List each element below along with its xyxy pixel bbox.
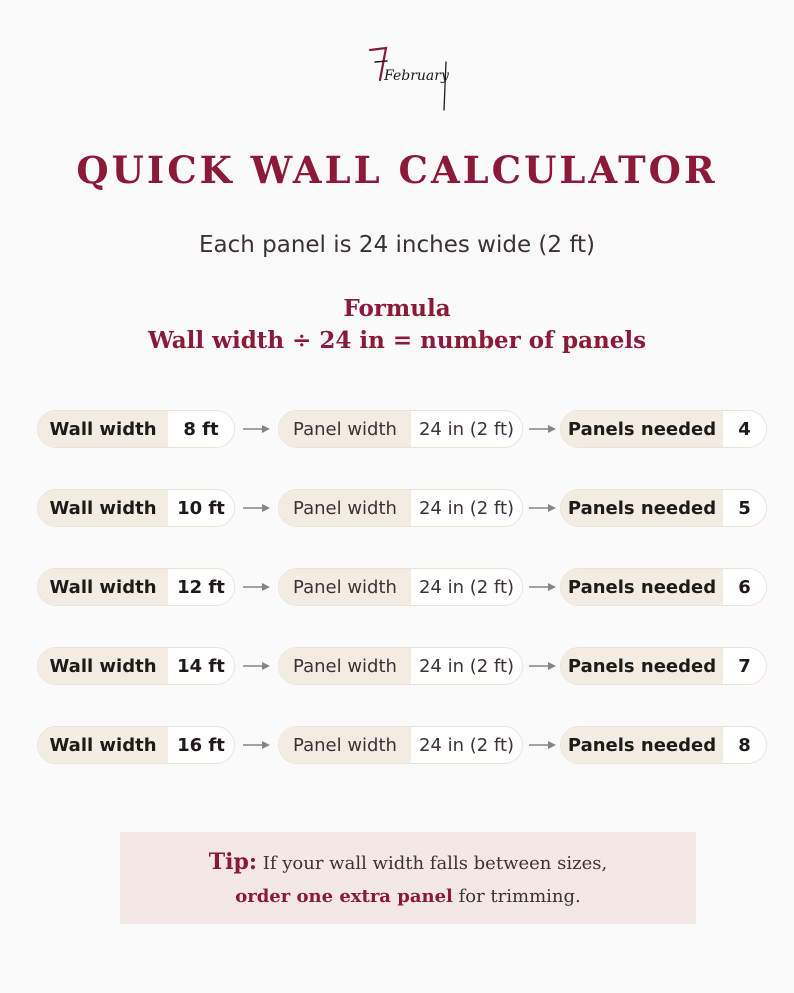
arrow-right-icon <box>528 580 558 594</box>
panels-needed-label: Panels needed <box>561 569 723 605</box>
wall-width-label: Wall width <box>38 411 168 447</box>
panel-width-value: 24 in (2 ft) <box>418 497 515 519</box>
panel-width-label: Panel width <box>279 490 411 526</box>
panel-width-value: 24 in (2 ft) <box>418 734 515 756</box>
tip-text-1: If your wall width falls between sizes, <box>262 853 608 874</box>
wall-width-value: 8 ft <box>183 418 219 440</box>
wall-width-pill <box>37 726 235 764</box>
page-title: QUICK WALL CALCULATOR <box>76 148 718 192</box>
tip-box <box>120 832 696 924</box>
page-subtitle: Each panel is 24 inches wide (2 ft) <box>198 232 596 258</box>
panels-needed-pill <box>560 726 767 764</box>
panel-width-value: 24 in (2 ft) <box>418 655 515 677</box>
panel-width-pill <box>278 726 523 764</box>
panel-width-value: 24 in (2 ft) <box>418 576 515 598</box>
panel-width-value: 24 in (2 ft) <box>418 418 515 440</box>
panels-needed-value: 8 <box>738 734 751 756</box>
wall-width-label: Wall width <box>38 569 168 605</box>
panel-width-label: Panel width <box>279 411 411 447</box>
calc-row <box>0 410 794 489</box>
february-logo-signature <box>360 40 460 120</box>
panel-width-pill <box>278 647 523 685</box>
arrow-right-icon <box>242 738 272 752</box>
panels-needed-pill <box>560 647 767 685</box>
wall-width-value: 12 ft <box>177 576 225 598</box>
wall-width-value: 16 ft <box>177 734 225 756</box>
tip-bold-text: order one extra panel <box>235 886 453 907</box>
panels-needed-value: 7 <box>738 655 751 677</box>
arrow-right-icon <box>242 422 272 436</box>
arrow-right-icon <box>528 501 558 515</box>
wall-width-label: Wall width <box>38 490 168 526</box>
panel-width-label: Panel width <box>279 727 411 763</box>
formula-block <box>0 293 794 357</box>
wall-width-pill <box>37 647 235 685</box>
panels-needed-label: Panels needed <box>561 490 723 526</box>
panels-needed-value: 6 <box>738 576 751 598</box>
panels-needed-value: 5 <box>738 497 751 519</box>
arrow-right-icon <box>242 659 272 673</box>
calc-row <box>0 647 794 726</box>
panel-width-pill <box>278 568 523 606</box>
arrow-right-icon <box>528 659 558 673</box>
tip-label: Tip: <box>208 849 258 875</box>
tip-text-2: for trimming. <box>458 886 581 907</box>
calc-row <box>0 568 794 647</box>
arrow-right-icon <box>528 422 558 436</box>
wall-width-pill <box>37 568 235 606</box>
logo-lettering: February <box>384 68 449 84</box>
panel-width-pill <box>278 489 523 527</box>
wall-width-pill <box>37 410 235 448</box>
wall-width-value: 14 ft <box>177 655 225 677</box>
wall-width-pill <box>37 489 235 527</box>
panels-needed-pill <box>560 410 767 448</box>
panel-width-label: Panel width <box>279 569 411 605</box>
calc-row <box>0 489 794 568</box>
panel-width-label: Panel width <box>279 648 411 684</box>
wall-width-label: Wall width <box>38 648 168 684</box>
formula-label: Formula <box>343 295 451 322</box>
calc-row <box>0 726 794 805</box>
brand-logo <box>360 40 460 120</box>
panels-needed-label: Panels needed <box>561 648 723 684</box>
wall-width-value: 10 ft <box>177 497 225 519</box>
panels-needed-value: 4 <box>738 418 751 440</box>
tip-line-1 <box>120 846 696 880</box>
panels-needed-label: Panels needed <box>561 727 723 763</box>
tip-line-2 <box>120 880 696 913</box>
calculator-rows <box>0 410 794 805</box>
panels-needed-pill <box>560 489 767 527</box>
panel-width-pill <box>278 410 523 448</box>
panels-needed-pill <box>560 568 767 606</box>
arrow-right-icon <box>528 738 558 752</box>
wall-width-label: Wall width <box>38 727 168 763</box>
panels-needed-label: Panels needed <box>561 411 723 447</box>
formula-text: Wall width ÷ 24 in = number of panels <box>147 327 647 354</box>
arrow-right-icon <box>242 580 272 594</box>
arrow-right-icon <box>242 501 272 515</box>
